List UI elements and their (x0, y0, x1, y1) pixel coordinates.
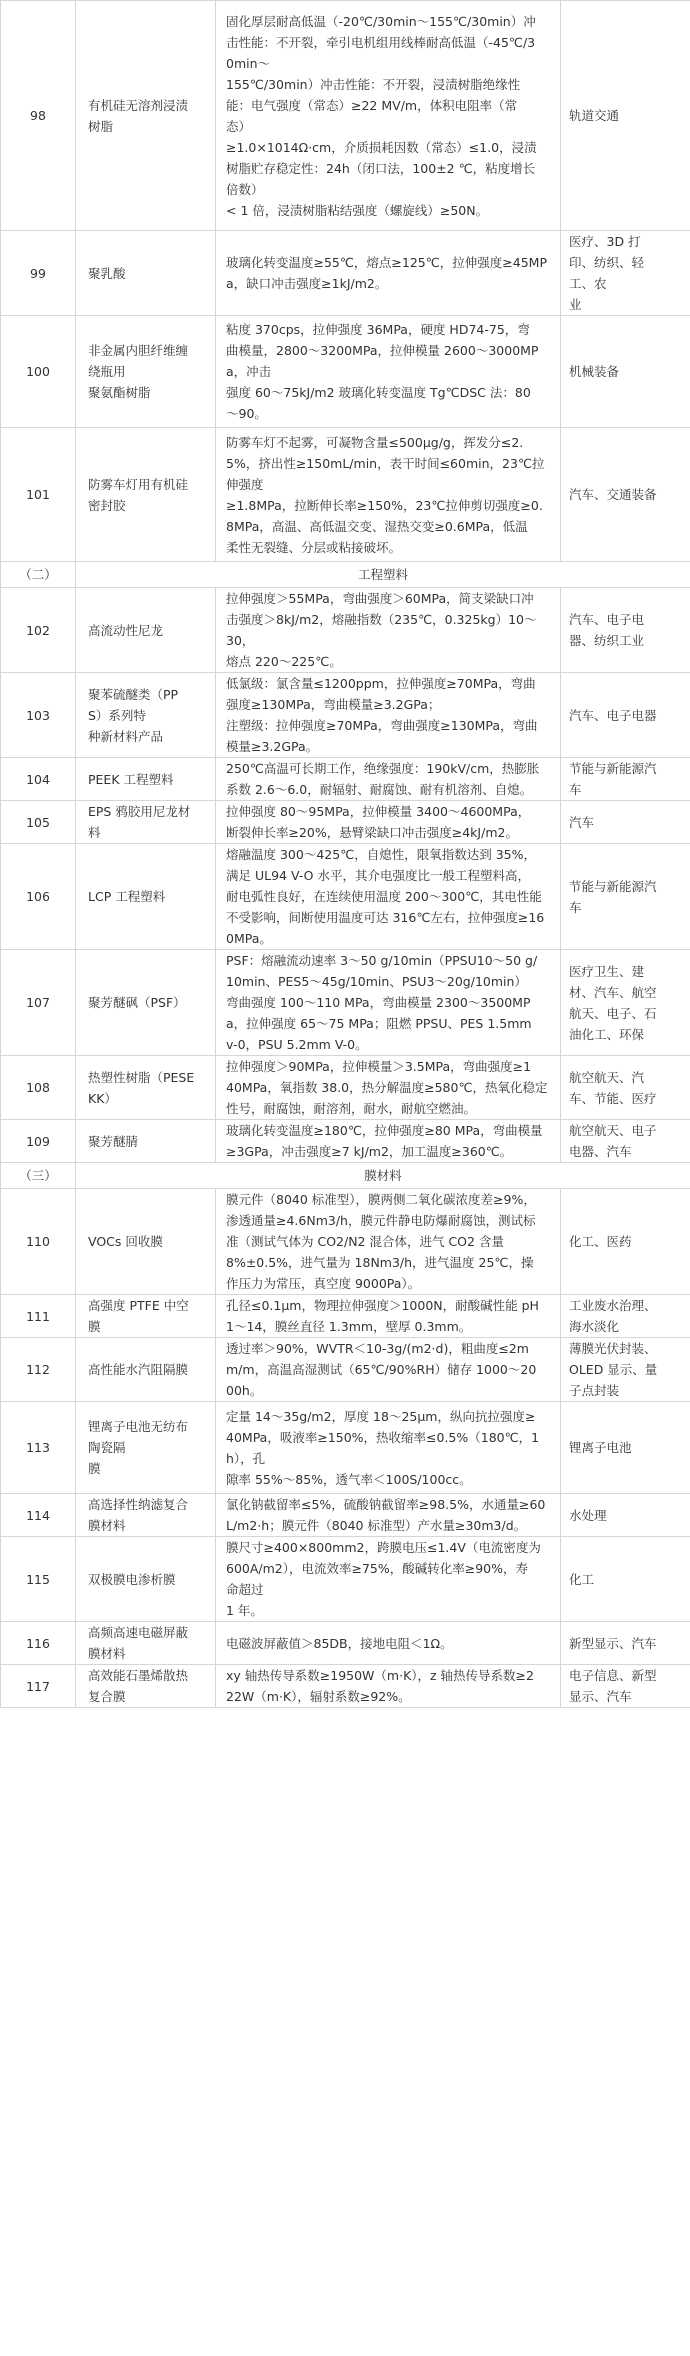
text-line: 渗透通量≥4.6Nm3/h，膜元件静电防爆耐腐蚀，测试标 (226, 1213, 536, 1228)
text-line: 命超过 (226, 1582, 264, 1597)
performance-spec (216, 1622, 561, 1665)
text-line: 柔性无裂缝、分层或粘接破坏。 (226, 539, 402, 555)
text-line: ≥1.0×1014Ω·cm，介质损耗因数（常态）≤1.0，浸渍 (226, 139, 537, 155)
text-line: 电子信息、新型 (569, 1668, 657, 1683)
table-row (1, 231, 690, 316)
performance-spec (216, 844, 561, 950)
text-line: 子点封装 (569, 1383, 620, 1398)
text-line: 强度≥130MPa，弯曲模量≥3.2GPa； (226, 697, 441, 712)
text-line: 耐电弧性良好，在连续使用温度 200～300℃，其电性能 (226, 889, 542, 904)
materials-table-body (1, 1, 690, 1708)
performance-spec (216, 316, 561, 428)
item-number: 114 (1, 1494, 76, 1537)
text-line: 击性能：不开裂，牵引电机组用线棒耐高低温（-45℃/3 (226, 34, 536, 50)
text-line: 有机硅无溶剂浸渍 (88, 97, 189, 113)
item-number: 106 (1, 844, 76, 950)
application-field (561, 1537, 690, 1622)
text-line: 油化工、环保 (569, 1026, 645, 1042)
performance-spec (216, 673, 561, 758)
text-line: 种新材料产品 (88, 728, 164, 744)
application-field (561, 1338, 690, 1402)
text-line: 拉伸强度 80～95MPa，拉伸模量 3400～4600MPa， (226, 804, 531, 819)
text-line: 态） (226, 118, 252, 134)
text-line: 0MPa。 (226, 931, 272, 946)
text-line: xy 轴热传导系数≥1950W（m·K），z 轴热传导系数≥2 (226, 1668, 534, 1683)
text-line: 汽车 (569, 814, 595, 830)
performance-spec (216, 231, 561, 316)
text-line: 5%，挤出性≥150mL/min，表干时间≤60min，23℃拉 (226, 455, 545, 471)
performance-spec (216, 1494, 561, 1537)
text-line: 聚苯硫醚类（PP (88, 686, 179, 702)
item-number: 107 (1, 950, 76, 1056)
text-line: 非金属内胆纤维缠 (88, 343, 189, 358)
text-line: 薄膜光伏封装、 (569, 1341, 657, 1356)
text-line: 注塑级：拉伸强度≥70MPa，弯曲强度≥130MPa，弯曲 (226, 718, 538, 733)
text-line: 高强度 PTFE 中空 (88, 1298, 189, 1313)
text-line: PSF：熔融流动速率 3～50 g/10min（PPSU10～50 g/ (226, 953, 538, 968)
text-line: KK） (88, 1090, 117, 1106)
text-line: 航天、电子、石 (569, 1005, 657, 1021)
text-line: S）系列特 (88, 707, 146, 723)
text-line: 准（测试气体为 CO2/N2 混合体，进气 CO2 含量 (226, 1234, 504, 1249)
text-line: 树脂 (88, 118, 114, 134)
text-line: 车 (569, 899, 582, 915)
text-line: 熔融温度 300～425℃，自熄性，限氧指数达到 35%， (226, 847, 536, 862)
text-line: a，拉伸强度 65～75 MPa；阻燃 PPSU、PES 1.5mm (226, 1016, 532, 1031)
application-field (561, 1189, 690, 1295)
text-line: ≥3GPa，冲击强度≥7 kJ/m2，加工温度≥360℃。 (226, 1144, 513, 1159)
text-line: 曲模量，2800～3200MPa，拉伸模量 2600～3000MP (226, 343, 539, 358)
application-field (561, 1056, 690, 1120)
application-field (561, 758, 690, 801)
performance-spec (216, 1120, 561, 1163)
table-row (1, 1622, 690, 1665)
text-line: 汽车、交通装备 (569, 487, 657, 502)
text-line: 新型显示、汽车 (569, 1635, 657, 1651)
application-field (561, 673, 690, 758)
text-line: 倍数） (226, 181, 264, 197)
material-name (76, 1622, 216, 1665)
text-line: 不受影响，间断使用温度可达 316℃左右，拉伸强度≥16 (226, 910, 545, 925)
table-row (1, 801, 690, 844)
text-line: m/m，高温高湿测试（65℃/90%RH）储存 1000～20 (226, 1362, 537, 1377)
section-number: （二） (1, 562, 76, 588)
text-line: PEEK 工程塑料 (88, 771, 174, 787)
application-field (561, 1665, 690, 1708)
text-line: 10min、PES5～45g/10min、PSU3～20g/10min） (226, 974, 527, 989)
text-line: 8%±0.5%，进气量为 18Nm3/h，进气温度 25℃，操 (226, 1255, 534, 1270)
text-line: 膜 (88, 1461, 101, 1476)
text-line: 膜 (88, 1319, 101, 1334)
text-line: 防雾车灯用有机硅 (88, 476, 189, 492)
text-line: 聚乳酸 (88, 265, 126, 281)
table-row (1, 1338, 690, 1402)
text-line: 绕瓶用 (88, 364, 126, 379)
text-line: 高效能石墨烯散热 (88, 1668, 189, 1683)
text-line: h），孔 (226, 1450, 266, 1466)
text-line: 节能与新能源汽 (569, 761, 657, 776)
text-line: a，缺口冲击强度≥1kJ/m2。 (226, 276, 388, 291)
text-line: 海水淡化 (569, 1319, 620, 1334)
item-number: 100 (1, 316, 76, 428)
text-line: 水处理 (569, 1507, 607, 1523)
material-name (76, 316, 216, 428)
text-line: 树脂贮存稳定性：24h（闭口法，100±2 ℃，粘度增长 (226, 160, 536, 176)
text-line: 防雾车灯不起雾，可凝物含量≤500μg/g，挥发分≤2. (226, 434, 524, 450)
text-line: 化工、医药 (569, 1234, 632, 1249)
performance-spec (216, 588, 561, 673)
text-line: 锂离子电池 (569, 1440, 632, 1455)
text-line: 车、节能、医疗 (569, 1090, 657, 1106)
item-number: 99 (1, 231, 76, 316)
material-name (76, 1189, 216, 1295)
performance-spec (216, 1189, 561, 1295)
item-number: 109 (1, 1120, 76, 1163)
material-name (76, 1338, 216, 1402)
text-line: 透过率＞90%，WVTR＜10-3g/(m2·d)，粗曲度≤2m (226, 1341, 529, 1356)
table-row (1, 428, 690, 562)
performance-spec (216, 1665, 561, 1708)
material-name (76, 1494, 216, 1537)
application-field (561, 950, 690, 1056)
table-row (1, 950, 690, 1056)
text-line: 40MPa，吸液率≥150%，热收缩率≤0.5%（180℃，1 (226, 1429, 540, 1445)
performance-spec (216, 1537, 561, 1622)
text-line: 满足 UL94 V-O 水平，其介电强度比一般工程塑料高， (226, 868, 530, 883)
text-line: 孔径≤0.1μm，物理拉伸强度＞1000N，耐酸碱性能 pH (226, 1298, 539, 1313)
application-field (561, 316, 690, 428)
section-title: 工程塑料 (76, 562, 690, 588)
text-line: 拉伸强度＞90MPa，拉伸模量＞3.5MPa，弯曲强度≥1 (226, 1059, 532, 1074)
text-line: 锂离子电池无纺布 (88, 1419, 189, 1434)
item-number: 103 (1, 673, 76, 758)
section-title: 膜材料 (76, 1163, 690, 1189)
application-field (561, 231, 690, 316)
text-line: 膜材料 (88, 1646, 126, 1661)
text-line: 车 (569, 782, 582, 797)
text-line: ～90。 (226, 406, 267, 421)
section-row (1, 562, 690, 588)
text-line: 8MPa，高温、高低温交变、湿热交变≥0.6MPa，低温 (226, 518, 528, 534)
text-line: 膜元件（8040 标准型），膜两侧二氧化碳浓度差≥9%， (226, 1192, 536, 1207)
text-line: 伸强度 (226, 476, 264, 492)
text-line: 显示、汽车 (569, 1689, 632, 1704)
application-field (561, 588, 690, 673)
application-field (561, 1622, 690, 1665)
item-number: 105 (1, 801, 76, 844)
text-line: LCP 工程塑料 (88, 889, 166, 904)
item-number: 104 (1, 758, 76, 801)
application-field (561, 1402, 690, 1494)
performance-spec (216, 1056, 561, 1120)
material-name (76, 231, 216, 316)
performance-spec (216, 758, 561, 801)
application-field (561, 844, 690, 950)
item-number: 101 (1, 428, 76, 562)
material-name (76, 588, 216, 673)
text-line: 击强度＞8kJ/m2，熔融指数（235℃，0.325kg）10～ (226, 612, 537, 627)
text-line: 膜尺寸≥400×800mm2，跨膜电压≤1.4V（电流密度为 (226, 1540, 541, 1555)
item-number: 111 (1, 1295, 76, 1338)
item-number: 115 (1, 1537, 76, 1622)
performance-spec (216, 950, 561, 1056)
text-line: 航空航天、汽 (569, 1069, 645, 1085)
text-line: OLED 显示、量 (569, 1362, 658, 1377)
text-line: 工、农 (569, 276, 607, 291)
text-line: 高选择性纳滤复合 (88, 1497, 189, 1512)
table-row (1, 1189, 690, 1295)
material-name (76, 1, 216, 231)
table-row (1, 1, 690, 231)
text-line: 印、纺织、轻 (569, 255, 645, 270)
material-name (76, 1537, 216, 1622)
application-field (561, 1120, 690, 1163)
table-row (1, 1120, 690, 1163)
text-line: < 1 倍，浸渍树脂粘结强度（螺旋线）≥50N。 (226, 202, 489, 218)
text-line: 膜材料 (88, 1518, 126, 1533)
text-line: 性号，耐腐蚀，耐溶剂，耐水，耐航空燃油。 (226, 1101, 477, 1116)
text-line: 高性能水汽阻隔膜 (88, 1362, 189, 1377)
text-line: 熔点 220～225℃。 (226, 654, 342, 669)
performance-spec (216, 1402, 561, 1494)
text-line: 22W（m·K），辐射系数≥92%。 (226, 1689, 411, 1704)
text-line: 器、纺织工业 (569, 633, 645, 648)
text-line: 汽车、电子电器 (569, 707, 657, 723)
text-line: 粘度 370cps，拉伸强度 36MPa，硬度 HD74-75，弯 (226, 322, 530, 337)
text-line: 玻璃化转变温度≥55℃，熔点≥125℃，拉伸强度≥45MP (226, 255, 547, 270)
application-field (561, 1494, 690, 1537)
performance-spec (216, 1, 561, 231)
table-row (1, 588, 690, 673)
material-name (76, 1295, 216, 1338)
text-line: EPS 鸦胶用尼龙材 (88, 804, 191, 819)
table-row (1, 1665, 690, 1708)
material-name (76, 673, 216, 758)
material-name (76, 844, 216, 950)
application-field (561, 1, 690, 231)
application-field (561, 1295, 690, 1338)
text-line: 作压力为常压，真空度 9000Pa）。 (226, 1276, 421, 1291)
item-number: 113 (1, 1402, 76, 1494)
text-line: 155℃/30min）冲击性能：不开裂，浸渍树脂绝缘性 (226, 76, 521, 92)
text-line: 汽车、电子电 (569, 612, 645, 627)
text-line: 1～14，膜丝直径 1.3mm，壁厚 0.3mm。 (226, 1319, 472, 1334)
text-line: 40MPa，氧指数 38.0，热分解温度≥580℃，热氧化稳定 (226, 1080, 548, 1095)
text-line: 0min～ (226, 55, 271, 71)
table-row (1, 1402, 690, 1494)
performance-spec (216, 1338, 561, 1402)
item-number: 112 (1, 1338, 76, 1402)
text-line: 聚氨酯树脂 (88, 385, 151, 400)
text-line: 化工 (569, 1571, 595, 1587)
text-line: 业 (569, 297, 582, 312)
text-line: 轨道交通 (569, 108, 620, 123)
text-line: 模量≥3.2GPa。 (226, 739, 319, 754)
text-line: 航空航天、电子 (569, 1123, 657, 1138)
item-number: 98 (1, 1, 76, 231)
text-line: 工业废水治理、 (569, 1298, 657, 1313)
text-line: 氯化钠截留率≤5%，硫酸钠截留率≥98.5%，水通量≥60 (226, 1497, 546, 1512)
section-number: （三） (1, 1163, 76, 1189)
text-line: 高流动性尼龙 (88, 622, 164, 638)
material-name (76, 428, 216, 562)
text-line: 固化厚层耐高低温（-20℃/30min～155℃/30min）冲 (226, 13, 536, 29)
text-line: a，冲击 (226, 364, 272, 379)
text-line: 医疗卫生、建 (569, 963, 645, 979)
text-line: 密封胶 (88, 497, 126, 513)
item-number: 102 (1, 588, 76, 673)
text-line: 弯曲强度 100～110 MPa，弯曲模量 2300～3500MP (226, 995, 531, 1010)
table-row (1, 673, 690, 758)
material-name (76, 801, 216, 844)
table-row (1, 316, 690, 428)
section-row (1, 1163, 690, 1189)
text-line: 材、汽车、航空 (569, 984, 657, 1000)
text-line: 1 年。 (226, 1603, 263, 1618)
item-number: 110 (1, 1189, 76, 1295)
text-line: 强度 60～75kJ/m2 玻璃化转变温度 Tg℃DSC 法：80 (226, 385, 531, 400)
text-line: VOCs 回收膜 (88, 1234, 163, 1249)
text-line: ≥1.8MPa，拉断伸长率≥150%，23℃拉伸剪切强度≥0. (226, 497, 543, 513)
item-number: 116 (1, 1622, 76, 1665)
text-line: 机械装备 (569, 364, 620, 379)
application-field (561, 428, 690, 562)
performance-spec (216, 428, 561, 562)
text-line: 聚芳醚砜（PSF） (88, 995, 186, 1010)
text-line: 聚芳醚腈 (88, 1133, 139, 1149)
table-row (1, 758, 690, 801)
text-line: 高频高速电磁屏蔽 (88, 1625, 189, 1640)
text-line: 双极膜电渗析膜 (88, 1571, 176, 1587)
table-row (1, 1056, 690, 1120)
performance-spec (216, 1295, 561, 1338)
text-line: 陶瓷隔 (88, 1440, 126, 1455)
text-line: 低氯级：氯含量≤1200ppm，拉伸强度≥70MPa，弯曲 (226, 676, 536, 691)
text-line: 定量 14～35g/m2，厚度 18～25μm，纵向抗拉强度≥ (226, 1408, 536, 1424)
table-row (1, 1494, 690, 1537)
material-name (76, 1056, 216, 1120)
material-name (76, 1402, 216, 1494)
material-name (76, 1665, 216, 1708)
text-line: 复合膜 (88, 1689, 126, 1704)
text-line: 断裂伸长率≥20%，悬臂梁缺口冲击强度≥4kJ/m2。 (226, 825, 518, 840)
table-row (1, 844, 690, 950)
text-line: 30， (226, 633, 255, 648)
material-name (76, 1120, 216, 1163)
text-line: 能：电气强度（常态）≥22 MV/m，体积电阻率（常 (226, 97, 518, 113)
text-line: 电磁波屏蔽值＞85DB，接地电阻＜1Ω。 (226, 1635, 453, 1651)
material-name (76, 950, 216, 1056)
text-line: 拉伸强度＞55MPa，弯曲强度＞60MPa，简支梁缺口冲 (226, 591, 534, 606)
text-line: 料 (88, 825, 101, 840)
text-line: 玻璃化转变温度≥180℃，拉伸强度≥80 MPa，弯曲模量 (226, 1123, 543, 1138)
application-field (561, 801, 690, 844)
table-row (1, 1295, 690, 1338)
table-row (1, 1537, 690, 1622)
text-line: L/m2·h；膜元件（8040 标准型）产水量≥30m3/d。 (226, 1518, 527, 1533)
text-line: 节能与新能源汽 (569, 878, 657, 894)
performance-spec (216, 801, 561, 844)
text-line: 医疗、3D 打 (569, 234, 641, 249)
text-line: 电器、汽车 (569, 1144, 632, 1159)
item-number: 108 (1, 1056, 76, 1120)
text-line: 隙率 55%～85%，透气率＜100S/100cc。 (226, 1471, 472, 1487)
text-line: 00h。 (226, 1383, 263, 1398)
text-line: 系数 2.6～6.0，耐辐射、耐腐蚀、耐有机溶剂、自熄。 (226, 782, 533, 797)
text-line: 热塑性树脂（PESE (88, 1069, 195, 1085)
material-name (76, 758, 216, 801)
text-line: 250℃高温可长期工作，绝缘强度：190kV/cm，热膨胀 (226, 761, 540, 776)
text-line: 600A/m2），电流效率≥75%，酸碱转化率≥90%，寿 (226, 1561, 529, 1576)
text-line: v-0，PSU 5.2mm V-0。 (226, 1037, 368, 1052)
item-number: 117 (1, 1665, 76, 1708)
